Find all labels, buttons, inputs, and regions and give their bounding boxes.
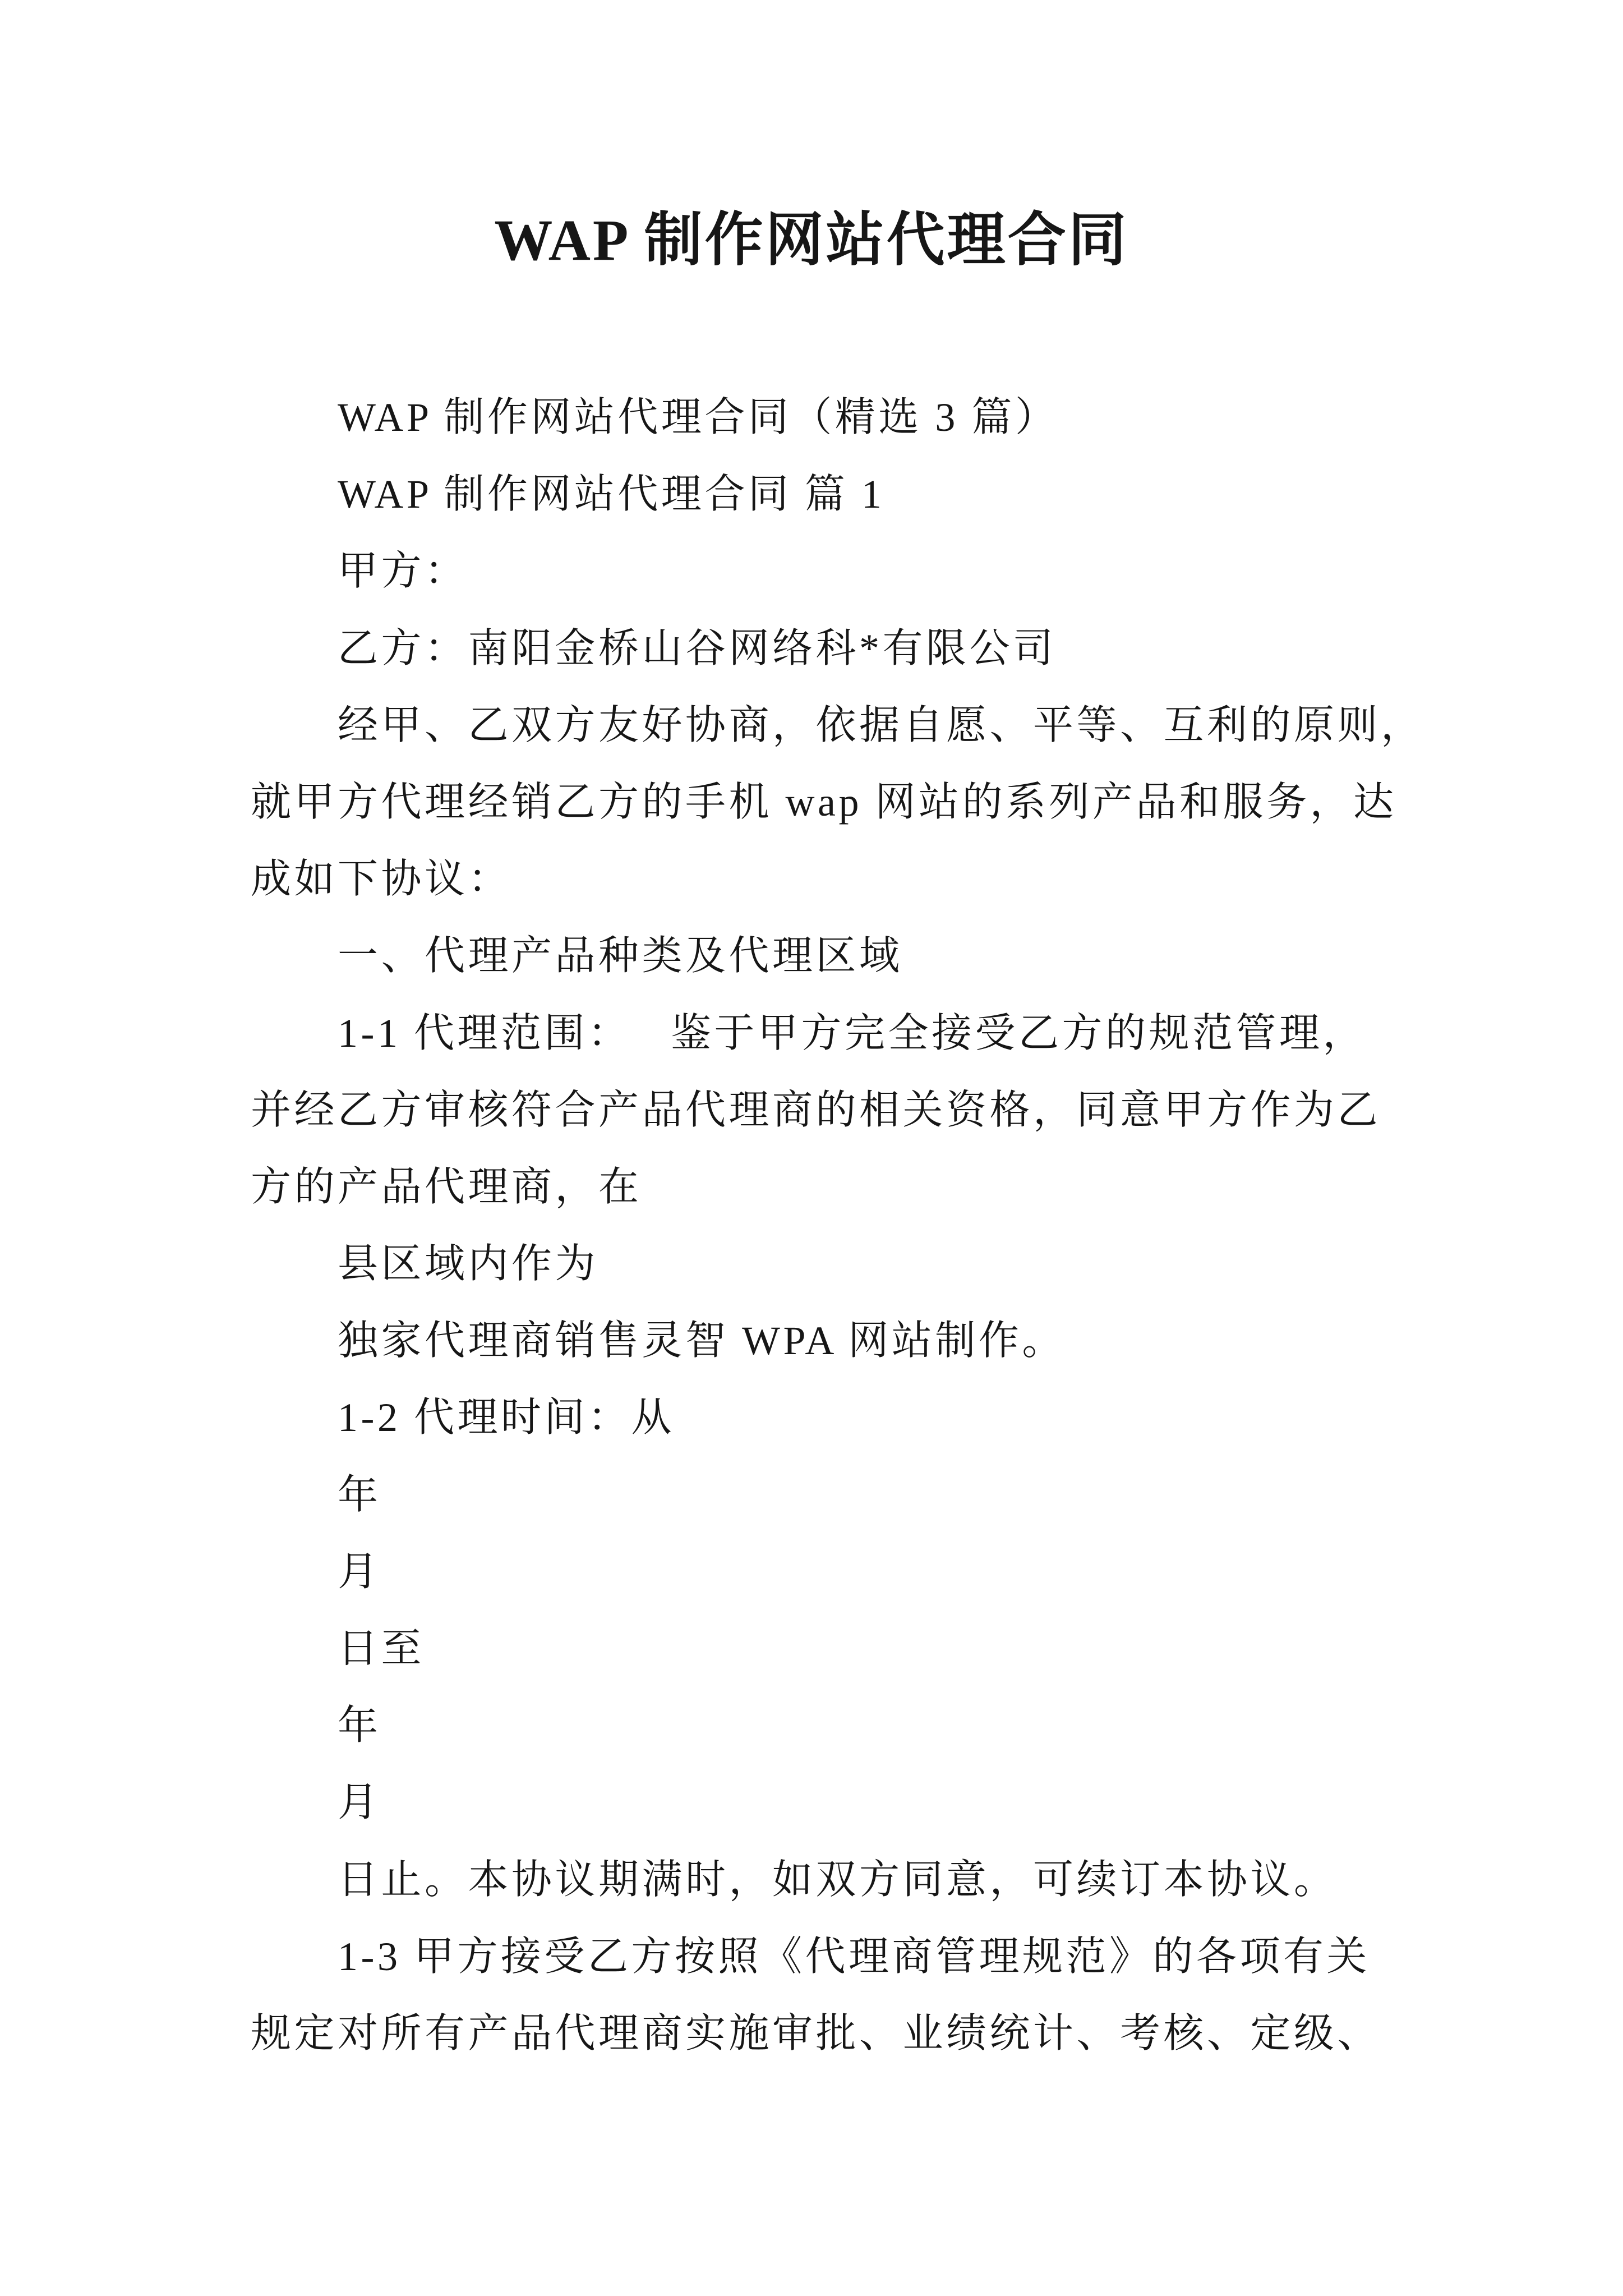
paragraph bbox=[251, 687, 1484, 918]
paragraph bbox=[251, 1611, 1484, 1687]
paragraph-line: 甲方： bbox=[338, 549, 468, 594]
paragraph bbox=[251, 918, 1484, 995]
paragraph bbox=[251, 1842, 1484, 1918]
paragraph bbox=[251, 456, 1484, 533]
paragraph-line: 就甲方代理经销乙方的手机 wap 网站的系列产品和服务，达 bbox=[251, 779, 1397, 825]
paragraph-line: 成如下协议： bbox=[251, 857, 512, 902]
paragraph-line: WAP 制作网站代理合同（精选 3 篇） bbox=[338, 395, 1059, 440]
paragraph-line: 经甲、乙双方友好协商，依据自愿、平等、互利的原则， bbox=[338, 702, 1424, 748]
paragraph-line: 年 bbox=[338, 1703, 381, 1749]
paragraph bbox=[251, 995, 1484, 1226]
paragraph bbox=[251, 1457, 1484, 1534]
paragraph-line: 月 bbox=[338, 1780, 381, 1825]
paragraph bbox=[251, 1226, 1484, 1303]
paragraph bbox=[251, 1687, 1484, 1764]
document-body bbox=[251, 379, 1484, 2072]
paragraph bbox=[251, 1534, 1484, 1611]
paragraph-line: 1-3 甲方接受乙方按照《代理商管理规范》的各项有关 bbox=[338, 1934, 1370, 1979]
paragraph-line: 独家代理商销售灵智 WPA 网站制作。 bbox=[338, 1318, 1066, 1364]
paragraph bbox=[251, 1379, 1484, 1456]
document-title: WAP 制作网站代理合同 bbox=[494, 208, 1129, 273]
paragraph bbox=[251, 379, 1484, 456]
paragraph-line: 县区域内作为 bbox=[338, 1241, 599, 1287]
paragraph-line: 日止。本协议期满时，如双方同意，可续订本协议。 bbox=[338, 1857, 1338, 1902]
paragraph-line: 日至 bbox=[338, 1626, 425, 1671]
paragraph bbox=[251, 1918, 1484, 2072]
paragraph-line: 一、代理产品种类及代理区域 bbox=[338, 933, 903, 979]
paragraph bbox=[251, 610, 1484, 687]
paragraph-line: 方的产品代理商，在 bbox=[251, 1164, 642, 1209]
paragraph-line: 1-1 代理范围： 鉴于甲方完全接受乙方的规范管理， bbox=[338, 1010, 1366, 1056]
paragraph bbox=[251, 1303, 1484, 1379]
paragraph-line: 1-2 代理时间：从 bbox=[338, 1395, 675, 1441]
paragraph-line: 规定对所有产品代理商实施审批、业绩统计、考核、定级、 bbox=[251, 2010, 1381, 2056]
paragraph-line: 乙方：南阳金桥山谷网络科*有限公司 bbox=[338, 625, 1057, 671]
paragraph-line: 年 bbox=[338, 1472, 381, 1517]
paragraph bbox=[251, 533, 1484, 610]
paragraph-line: 并经乙方审核符合产品代理商的相关资格，同意甲方作为乙 bbox=[251, 1087, 1381, 1133]
paragraph-line: 月 bbox=[338, 1549, 381, 1594]
paragraph-line: WAP 制作网站代理合同 篇 1 bbox=[338, 472, 885, 517]
paragraph bbox=[251, 1764, 1484, 1841]
